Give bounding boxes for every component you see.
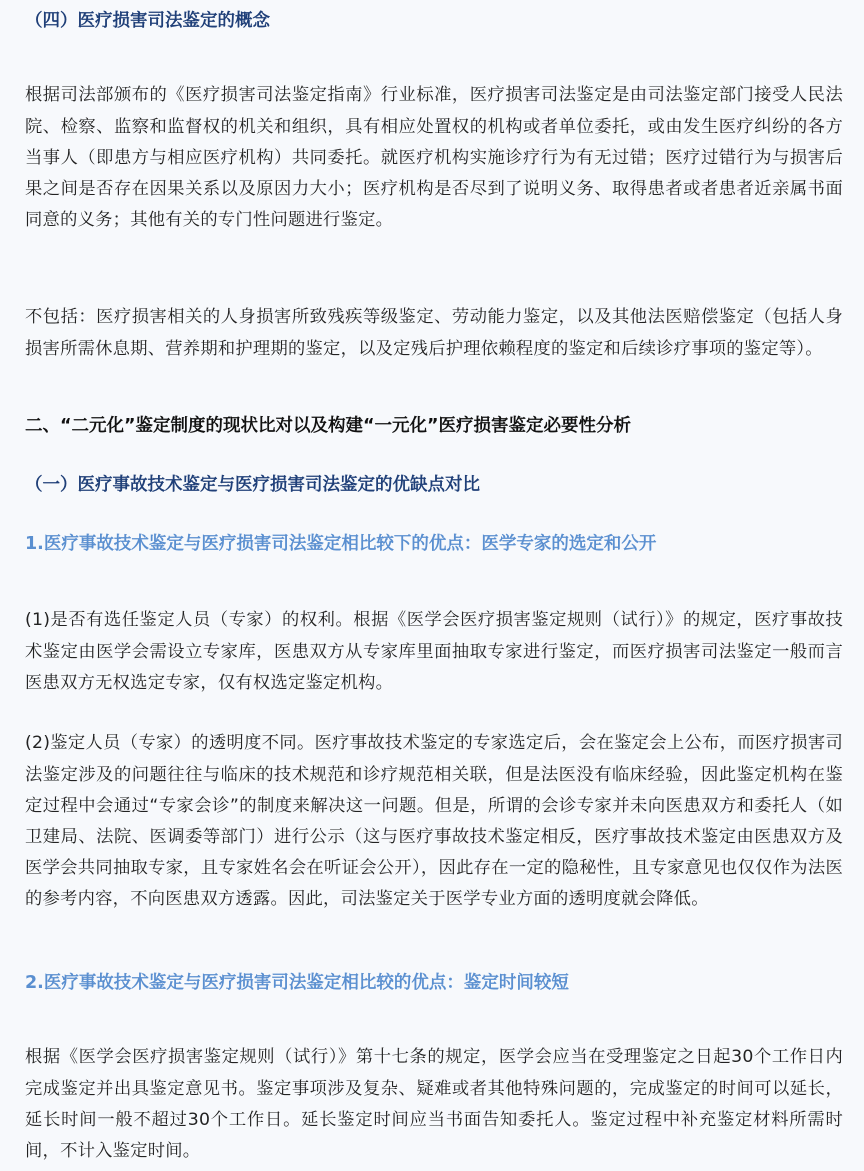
point2-heading: 2.医疗事故技术鉴定与医疗损害司法鉴定相比较的优点：鉴定时间较短	[25, 973, 569, 993]
concept-paragraph-1: 根据司法部颁布的《医疗损害司法鉴定指南》行业标准，医疗损害司法鉴定是由司法鉴定部门接受人民法院、检察、监察和监督权的机关和组织，具有相应处置权的机构或者单位委托，或由发生医疗纠纷的各方当事人（即患方与相应医疗机构）共同委托。就医疗机构实施诊疗行为有无过错；医疗过错行为与损害后果之间是否存在因果关系以及原因力大小；医疗机构是否尽到了说明义务、取得患者或者患者近亲属书面同意的义务；其他有关的专门性问题进行鉴定。	[25, 85, 843, 231]
point2-paragraph-1: 根据《医学会医疗损害鉴定规则（试行）》第十七条的规定，医学会应当在受理鉴定之日起30个工作日内完成鉴定并出具鉴定意见书。鉴定事项涉及复杂、疑难或者其他特殊问题的，完成鉴定的时间可以延长，延长时间一般不超过30个工作日。延长鉴定时间应当书面告知委托人。鉴定过程中补充鉴定材料所需时间，不计入鉴定时间。	[25, 1047, 843, 1161]
concept-paragraph-2: 不包括：医疗损害相关的人身损害所致残疾等级鉴定、劳动能力鉴定，以及其他法医赔偿鉴定（包括人身损害所需休息期、营养期和护理期的鉴定，以及定残后护理依赖程度的鉴定和后续诊疗事项的鉴定等）。	[25, 307, 843, 359]
point1-paragraph-1: (1)是否有选任鉴定人员（专家）的权利。根据《医学会医疗损害鉴定规则（试行）》的规定，医疗事故技术鉴定由医学会需设立专家库，医患双方从专家库里面抽取专家进行鉴定，而医疗损害司法鉴定一般而言医患双方无权选定专家，仅有权选定鉴定机构。	[25, 610, 843, 693]
comparison-heading: （一）医疗事故技术鉴定与医疗损害司法鉴定的优缺点对比	[25, 475, 480, 495]
part2-heading: 二、“二元化”鉴定制度的现状比对以及构建“一元化”医疗损害鉴定必要性分析	[25, 416, 632, 436]
concept-heading: （四）医疗损害司法鉴定的概念	[25, 11, 270, 31]
point1-paragraph-2: (2)鉴定人员（专家）的透明度不同。医疗事故技术鉴定的专家选定后，会在鉴定会上公布，而医疗损害司法鉴定涉及的问题往往与临床的技术规范和诊疗规范相关联，但是法医没有临床经验，因此鉴定机构在鉴定过程中会通过“专家会诊”的制度来解决这一问题。但是，所谓的会诊专家并未向医患双方和委托人（如卫建局、法院、医调委等部门）进行公示（这与医疗事故技术鉴定相反，医疗事故技术鉴定由医患双方及医学会共同抽取专家，且专家姓名会在听证会公开），因此存在一定的隐秘性，且专家意见也仅仅作为法医的参考内容，不向医患双方透露。因此，司法鉴定关于医学专业方面的透明度就会降低。	[25, 733, 843, 910]
point1-heading: 1.医疗事故技术鉴定与医疗损害司法鉴定相比较下的优点：医学专家的选定和公开	[25, 534, 657, 554]
